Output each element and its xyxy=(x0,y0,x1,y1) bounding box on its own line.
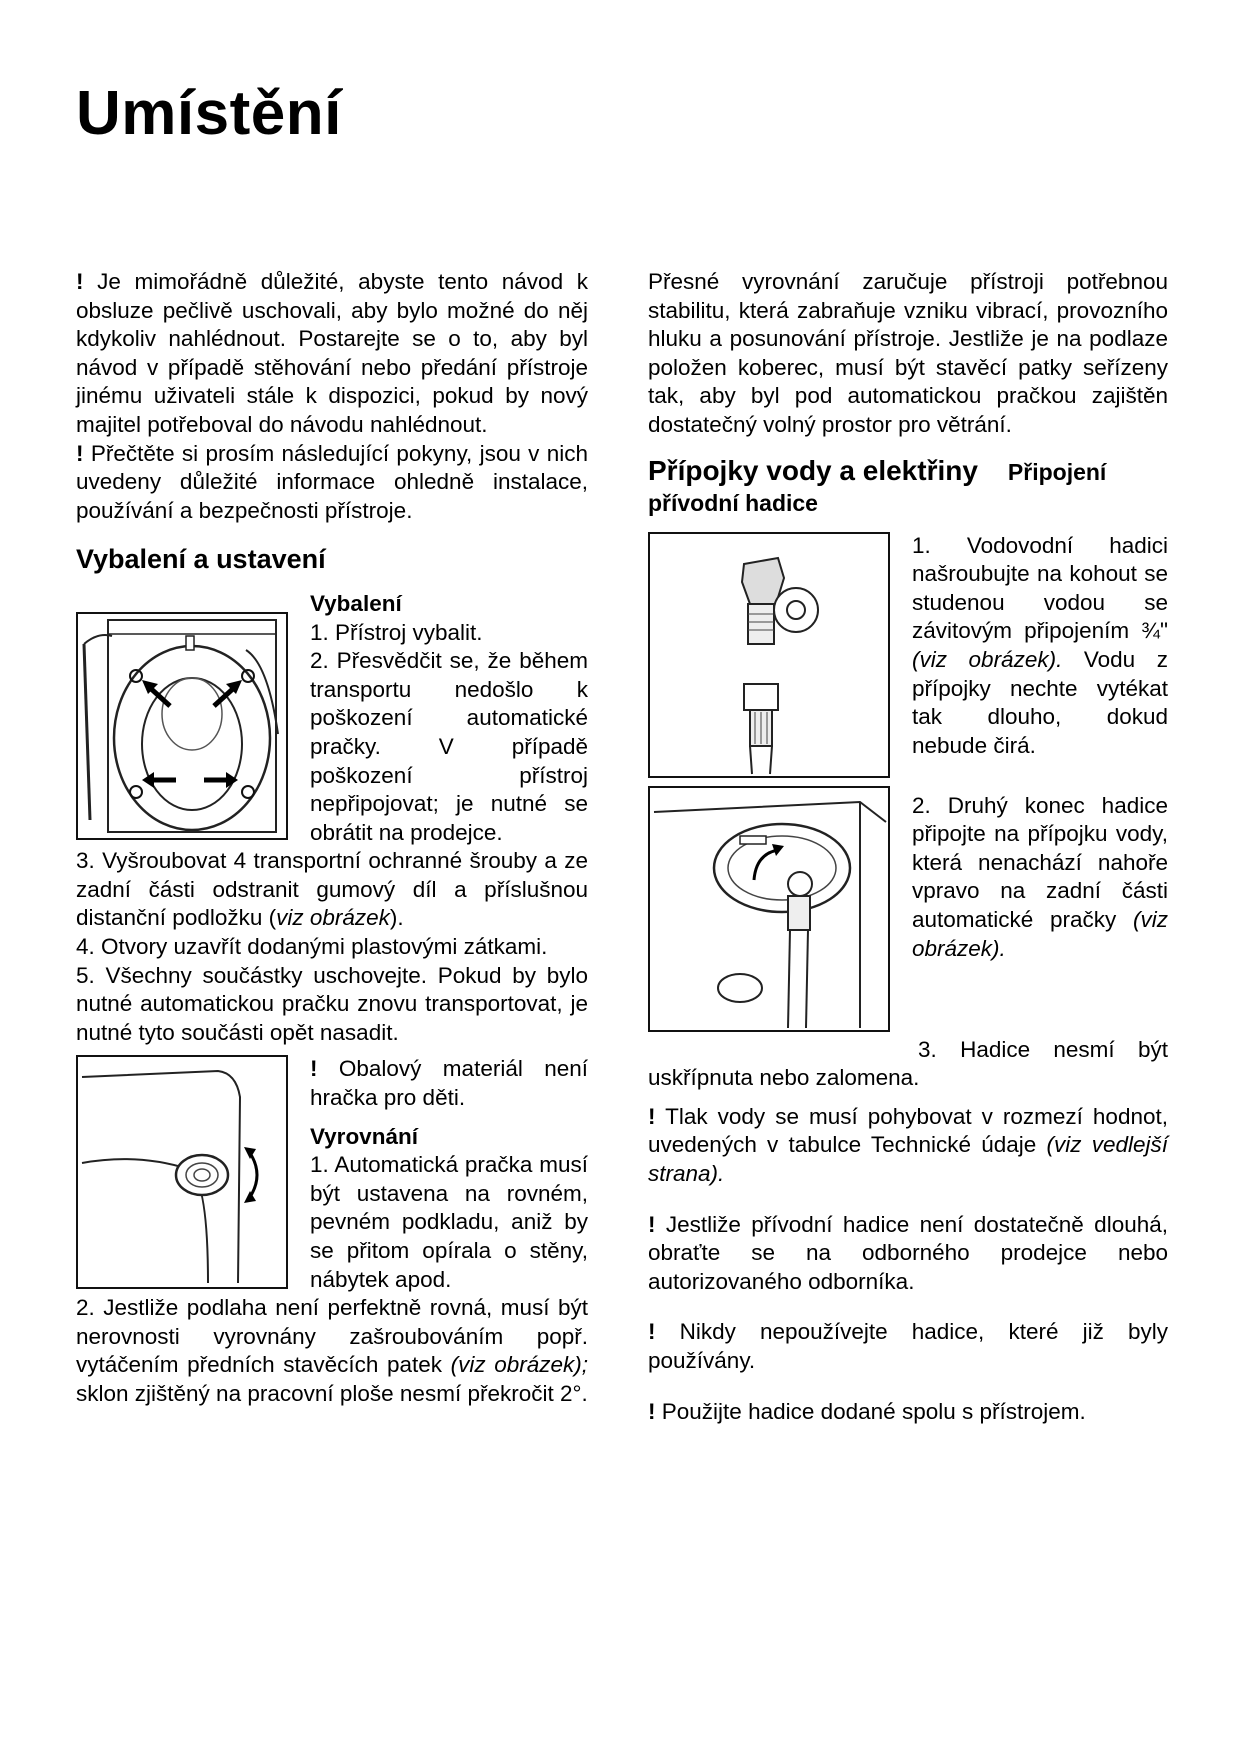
right-column xyxy=(648,268,1168,1426)
stability-paragraph: Přesné vyrovnání zaručuje přístroji potřebnou stabilitu, která zabraňuje vzniku vibrací, provozního hluku a posunování přístroje. Jestliže je na podlaze položen koberec, musí být stavěcí patky seřízeny tak, aby byl pod automatickou pračkou zajištěn dostatečný volný prostor pro větrání. xyxy=(648,269,1168,437)
note-supplied-hoses: ! Použijte hadice dodané spolu s přístrojem. xyxy=(648,1398,1086,1424)
warning-mark: ! xyxy=(648,1398,656,1424)
level-step-1: 1. Automatická pračka musí být ustavena na rovném, pevném podkladu, aniž by se přitom opírala o stěny, nábytek apod. xyxy=(310,1152,588,1292)
washer-inlet-figure xyxy=(648,786,890,1032)
washer-inlet-drawing xyxy=(650,788,888,1030)
hose-step-3: 3. Hadice nesmí být uskřípnuta nebo zalomena. xyxy=(648,1036,1168,1091)
washer-back-drawing xyxy=(78,614,286,838)
unpack-step-5: 5. Všechny součástky uschovejte. Pokud by bylo nutné automatickou pračku znovu transportovat, je nutné tyto součásti opět nasadit. xyxy=(76,962,588,1045)
leveling-foot-drawing xyxy=(78,1057,286,1287)
warning-mark: ! xyxy=(648,1103,656,1129)
left-column xyxy=(76,268,588,1409)
level-step-2: 2. Jestliže podlaha není perfektně rovná, musí být nerovnosti vyrovnány zašroubováním popř. vytáčením předních stavěcích patek (viz obrázek); sklon zjištěný na pracovní ploše nesmí překročit 2°. xyxy=(76,1295,588,1406)
warning-mark: ! xyxy=(648,1319,656,1345)
intro-paragraph-1: ! Je mimořádně důležité, abyste tento návod k obsluze pečlivě uschovali, aby bylo možné do něj kdykoliv nahlédnout. Postarejte se o to, aby byl návod v případě stěhování nebo předání přístroje jinému uživateli stále k dispozici, pokud by nový majitel potřeboval do návodu nahlédnout. xyxy=(76,269,588,437)
hose-step-2: 2. Druhý konec hadice připojte na přípojku vody, která nenachází nahoře vpravo na zadní části automatické pračky (viz obrázek). xyxy=(912,792,1168,961)
warning-mark: ! xyxy=(310,1056,318,1082)
warning-mark: ! xyxy=(76,269,84,294)
hose-step-1: 1. Vodovodní hadici našroubujte na kohout se studenou vodou se závitovým připojením ¾" (viz obrázek). Vodu z přípojky nechte vytékat tak dlouho, dokud nebude čirá. xyxy=(912,532,1168,758)
subheading-leveling: Vyrovnání xyxy=(310,1123,418,1149)
tap-connection-drawing xyxy=(650,534,888,776)
tap-connection-figure xyxy=(648,532,890,778)
note-water-pressure: ! Tlak vody se musí pohybovat v rozmezí hodnot, uvedených v tabulce Technické údaje (viz vedlejší strana). xyxy=(648,1103,1168,1186)
note-hose-length: ! Jestliže přívodní hadice není dostatečně dlouhá, obraťte se na odborného prodejce nebo autorizovaného odborníka. xyxy=(648,1211,1168,1294)
unpack-step-3: 3. Vyšroubovat 4 transportní ochranné šrouby a ze zadní části odstranit gumový díl a příslušnou distanční podložku (viz obrázek). xyxy=(76,848,588,931)
section-title-unpacking: Vybalení a ustavení xyxy=(76,544,326,575)
leveling-foot-figure xyxy=(76,1055,288,1289)
warning-mark: ! xyxy=(76,440,84,466)
packaging-note: ! Obalový materiál není hračka pro děti. xyxy=(310,1056,588,1111)
subheading-unpacking: Vybalení xyxy=(310,590,402,616)
unpack-step-4: 4. Otvory uzavřít dodanými plastovými zátkami. xyxy=(76,934,548,960)
intro-paragraph-2: ! Přečtěte si prosím následující pokyny, jsou v nich uvedeny důležité informace ohledně instalace, používání a bezpečnosti přístroje. xyxy=(76,440,588,523)
washer-back-figure xyxy=(76,612,288,840)
warning-mark: ! xyxy=(648,1211,656,1237)
section-title-connections: Přípojky vody a elektřiny Připojení přívodní hadice xyxy=(648,456,1168,518)
unpack-step-1: 1. Přístroj vybalit. xyxy=(310,619,483,645)
note-used-hoses: ! Nikdy nepoužívejte hadice, které již byly používány. xyxy=(648,1319,1168,1373)
subheading-inlet-hose: přívodní hadice xyxy=(648,489,818,516)
page-title: Umístění xyxy=(76,79,342,148)
unpack-step-2: 2. Přesvědčit se, že během transportu nedošlo k poškození automatické pračky. V případě poškození přístroj nepřipojovat; je nutné se obrátit na prodejce. xyxy=(310,648,588,845)
